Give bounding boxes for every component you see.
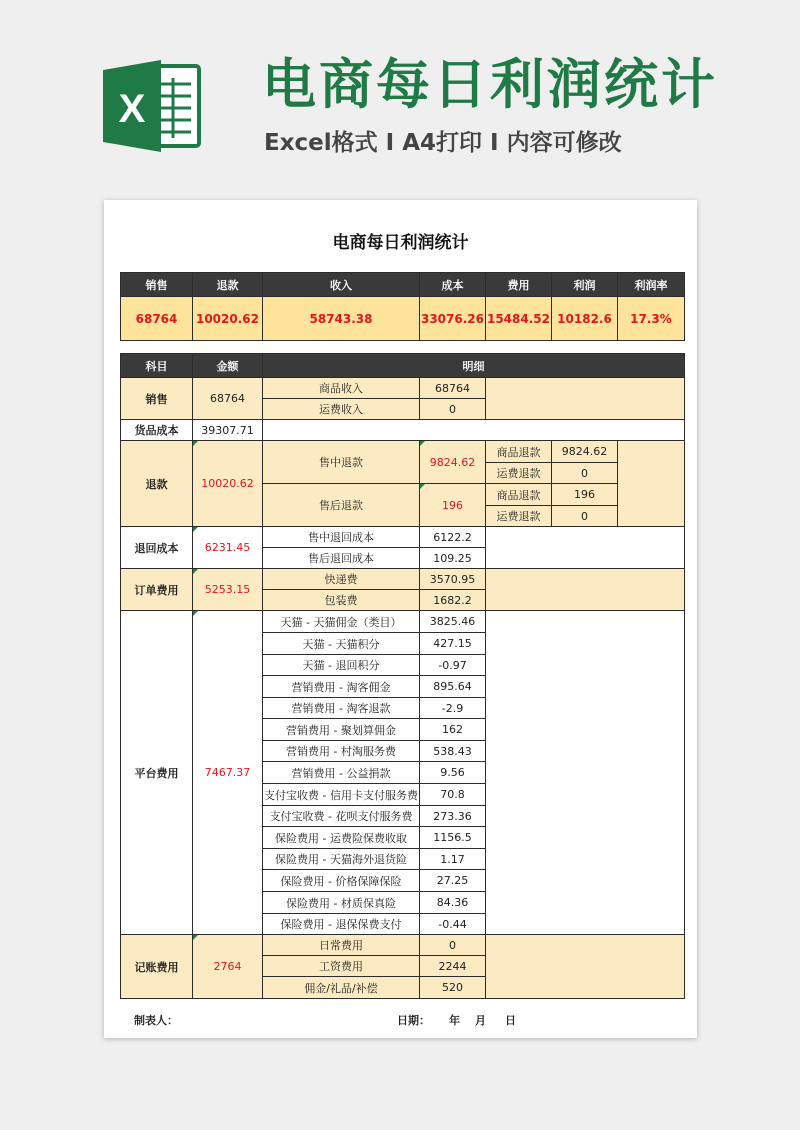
platform-fee-item-value[interactable]: 70.8 xyxy=(420,784,486,806)
return-cost-item-name: 售后退回成本 xyxy=(263,548,420,569)
date-label: 日期： xyxy=(397,1014,430,1027)
detail-header-amount: 金额 xyxy=(193,354,263,378)
platform-fee-item-value[interactable]: 895.64 xyxy=(420,676,486,698)
sales-amount[interactable]: 68764 xyxy=(193,378,263,420)
platform-fee-item-value[interactable]: 162 xyxy=(420,719,486,741)
summary-header-income: 收入 xyxy=(263,273,420,297)
empty-cell xyxy=(486,569,685,611)
refund-sub-value[interactable]: 0 xyxy=(552,506,618,527)
bookkeeping-fee-item-name: 佣金/礼品/补偿 xyxy=(263,977,420,999)
order-fee-amount[interactable]: 5253.15 xyxy=(193,569,263,611)
platform-fee-item-name: 保险费用 - 天猫海外退货险 xyxy=(263,849,420,870)
refund-sub-value[interactable]: 9824.62 xyxy=(552,441,618,463)
platform-fee-item-name: 营销费用 - 淘客退款 xyxy=(263,698,420,719)
summary-value-margin[interactable]: 17.3% xyxy=(618,297,685,341)
platform-fee-item-value[interactable]: 84.36 xyxy=(420,892,486,914)
refund-sub-name: 运费退款 xyxy=(486,463,552,484)
summary-value-sales[interactable]: 68764 xyxy=(121,297,193,341)
sales-item-name: 商品收入 xyxy=(263,378,420,399)
return-cost-amount[interactable]: 6231.45 xyxy=(193,527,263,569)
refund-group-name: 售后退款 xyxy=(263,484,420,527)
platform-fee-item-value[interactable]: 427.15 xyxy=(420,633,486,655)
platform-fee-item-value[interactable]: 27.25 xyxy=(420,870,486,892)
platform-fee-item-value[interactable]: 3825.46 xyxy=(420,611,486,633)
summary-header-profit: 利润 xyxy=(552,273,618,297)
refund-group-value[interactable]: 9824.62 xyxy=(420,441,486,484)
bookkeeping-fee-item-name: 工资费用 xyxy=(263,956,420,977)
date-year: 年 xyxy=(449,1014,460,1027)
empty-cell xyxy=(486,611,685,935)
return-cost-label: 退回成本 xyxy=(121,527,193,569)
bookkeeping-fee-label: 记账费用 xyxy=(121,935,193,999)
date-day: 日 xyxy=(505,1014,516,1027)
return-cost-item-value[interactable]: 109.25 xyxy=(420,548,486,569)
spreadsheet-page xyxy=(104,200,697,1038)
platform-fee-item-value[interactable]: 1.17 xyxy=(420,849,486,870)
maker-label: 制表人： xyxy=(134,1014,178,1027)
refund-sub-name: 商品退款 xyxy=(486,441,552,463)
cogs-label: 货品成本 xyxy=(121,420,193,441)
summary-value-fee[interactable]: 15484.52 xyxy=(486,297,552,341)
platform-fee-item-name: 保险费用 - 运费险保费收取 xyxy=(263,827,420,849)
refund-sub-name: 商品退款 xyxy=(486,484,552,506)
refund-group-value[interactable]: 196 xyxy=(420,484,486,527)
platform-fee-item-value[interactable]: 538.43 xyxy=(420,741,486,762)
svg-text:X: X xyxy=(118,87,146,131)
platform-fee-item-value[interactable]: 273.36 xyxy=(420,806,486,827)
summary-header-margin: 利润率 xyxy=(618,273,685,297)
sales-item-name: 运费收入 xyxy=(263,399,420,420)
summary-header-sales: 销售 xyxy=(121,273,193,297)
bookkeeping-fee-amount[interactable]: 2764 xyxy=(193,935,263,999)
banner-subtitle: Excel格式 I A4打印 I 内容可修改 xyxy=(264,130,622,156)
refund-sub-value[interactable]: 0 xyxy=(552,463,618,484)
platform-fee-item-value[interactable]: 9.56 xyxy=(420,762,486,784)
platform-fee-item-name: 保险费用 - 价格保障保险 xyxy=(263,870,420,892)
sales-label: 销售 xyxy=(121,378,193,420)
refund-group-name: 售中退款 xyxy=(263,441,420,484)
platform-fee-item-name: 支付宝收费 - 信用卡支付服务费 xyxy=(263,784,420,806)
refund-label: 退款 xyxy=(121,441,193,527)
summary-value-profit[interactable]: 10182.6 xyxy=(552,297,618,341)
empty-cell xyxy=(618,441,685,527)
platform-fee-item-name: 天猫 - 退回积分 xyxy=(263,655,420,676)
empty-cell xyxy=(263,420,685,441)
platform-fee-item-value[interactable]: 1156.5 xyxy=(420,827,486,849)
empty-cell xyxy=(486,378,685,420)
order-fee-item-name: 快递费 xyxy=(263,569,420,590)
platform-fee-item-value[interactable]: -0.97 xyxy=(420,655,486,676)
empty-cell xyxy=(486,527,685,569)
refund-amount[interactable]: 10020.62 xyxy=(193,441,263,527)
bookkeeping-fee-item-value[interactable]: 0 xyxy=(420,935,486,956)
detail-table xyxy=(120,353,685,999)
platform-fee-label: 平台费用 xyxy=(121,611,193,935)
summary-table xyxy=(120,272,685,341)
platform-fee-item-name: 保险费用 - 材质保真险 xyxy=(263,892,420,914)
platform-fee-item-name: 支付宝收费 - 花呗支付服务费 xyxy=(263,806,420,827)
summary-header-fee: 费用 xyxy=(486,273,552,297)
platform-fee-item-value[interactable]: -0.44 xyxy=(420,914,486,935)
platform-fee-item-name: 营销费用 - 村淘服务费 xyxy=(263,741,420,762)
banner-title: 电商每日利润统计 xyxy=(262,53,718,116)
order-fee-item-value[interactable]: 3570.95 xyxy=(420,569,486,590)
summary-value-cost[interactable]: 33076.26 xyxy=(420,297,486,341)
platform-fee-item-name: 天猫 - 天猫积分 xyxy=(263,633,420,655)
platform-fee-item-value[interactable]: -2.9 xyxy=(420,698,486,719)
detail-header-subject: 科目 xyxy=(121,354,193,378)
platform-fee-item-name: 营销费用 - 淘客佣金 xyxy=(263,676,420,698)
return-cost-item-value[interactable]: 6122.2 xyxy=(420,527,486,548)
sheet-title: 电商每日利润统计 xyxy=(332,233,469,253)
summary-header-refund: 退款 xyxy=(193,273,263,297)
order-fee-item-name: 包装费 xyxy=(263,590,420,611)
platform-fee-item-name: 营销费用 - 公益捐款 xyxy=(263,762,420,784)
detail-header-detail: 明细 xyxy=(263,354,685,378)
refund-sub-value[interactable]: 196 xyxy=(552,484,618,506)
bookkeeping-fee-item-value[interactable]: 2244 xyxy=(420,956,486,977)
sales-item-value[interactable]: 0 xyxy=(420,399,486,420)
bookkeeping-fee-item-name: 日常费用 xyxy=(263,935,420,956)
platform-fee-amount[interactable]: 7467.37 xyxy=(193,611,263,935)
date-month: 月 xyxy=(475,1014,486,1027)
summary-value-income[interactable]: 58743.38 xyxy=(263,297,420,341)
platform-fee-item-name: 营销费用 - 聚划算佣金 xyxy=(263,719,420,741)
platform-fee-item-name: 保险费用 - 退保保费支付 xyxy=(263,914,420,935)
order-fee-item-value[interactable]: 1682.2 xyxy=(420,590,486,611)
excel-logo-icon xyxy=(103,60,203,152)
summary-value-refund[interactable]: 10020.62 xyxy=(193,297,263,341)
sales-item-value[interactable]: 68764 xyxy=(420,378,486,399)
cogs-amount[interactable]: 39307.71 xyxy=(193,420,263,441)
refund-sub-name: 运费退款 xyxy=(486,506,552,527)
bookkeeping-fee-item-value[interactable]: 520 xyxy=(420,977,486,999)
empty-cell xyxy=(486,935,685,999)
order-fee-label: 订单费用 xyxy=(121,569,193,611)
platform-fee-item-name: 天猫 - 天猫佣金（类目） xyxy=(263,611,420,633)
summary-header-cost: 成本 xyxy=(420,273,486,297)
return-cost-item-name: 售中退回成本 xyxy=(263,527,420,548)
